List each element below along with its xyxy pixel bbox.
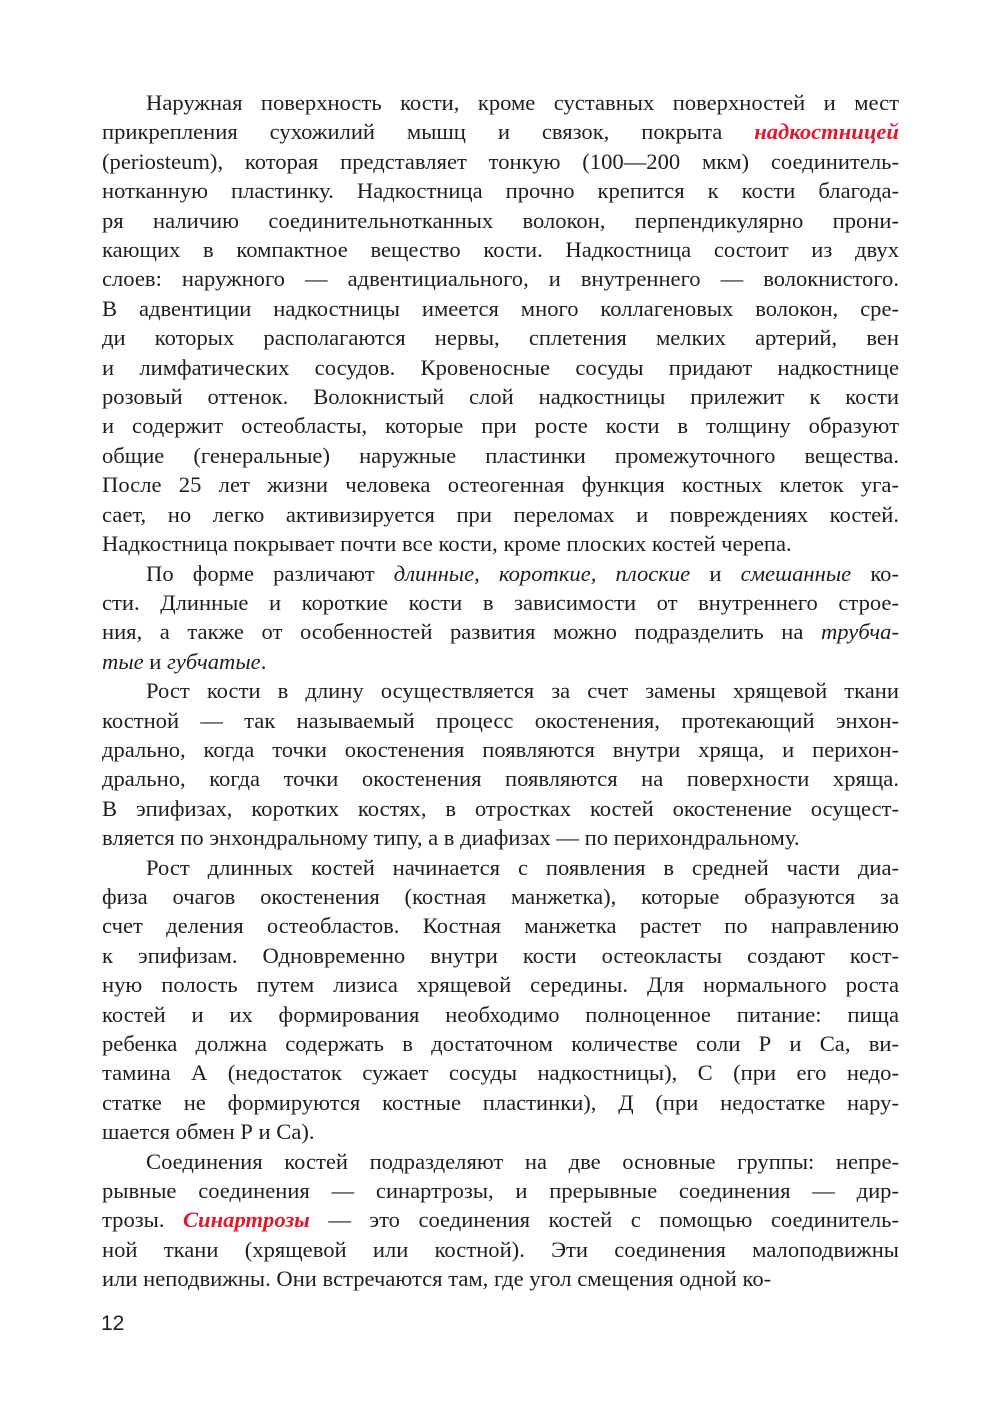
text-line bbox=[102, 176, 899, 205]
text-run: и bbox=[143, 648, 168, 674]
text-line bbox=[102, 1029, 899, 1058]
text-line bbox=[102, 970, 899, 999]
text-line bbox=[102, 382, 899, 411]
text-line bbox=[102, 235, 899, 264]
text-line bbox=[102, 676, 899, 705]
text-line bbox=[102, 764, 899, 793]
text-run: и bbox=[690, 560, 741, 586]
text-run: В адвентиции надкостницы имеется много коллагеновых волокон, сре- bbox=[102, 295, 899, 321]
text-line bbox=[102, 1000, 899, 1029]
text-line bbox=[102, 617, 899, 646]
text-line bbox=[102, 882, 899, 911]
text-line bbox=[102, 1264, 899, 1293]
text-run: дрально, когда точки окостенения появляются на поверхности хряща. bbox=[102, 766, 899, 792]
italic-term: длинные, короткие, плоские bbox=[393, 560, 691, 586]
text-run: ной ткани (хрящевой или костной). Эти соединения малоподвижны bbox=[102, 1236, 899, 1262]
text-line bbox=[102, 147, 899, 176]
text-line bbox=[102, 88, 899, 117]
text-run: дрально, когда точки окостенения появляются внутри хряща, и перихон- bbox=[102, 736, 899, 762]
text-run: ди которых располагаются нервы, сплетения мелких артерий, вен bbox=[102, 325, 899, 351]
text-line bbox=[102, 1205, 899, 1234]
text-line bbox=[102, 323, 899, 352]
text-run: костей и их формирования необходимо полноценное питание: пища bbox=[102, 1001, 899, 1027]
text-run: Надкостница покрывает почти все кости, кроме плоских костей черепа. bbox=[102, 531, 792, 557]
text-run: рывные соединения — синартрозы, и прерывные соединения — дир- bbox=[102, 1178, 899, 1204]
text-line bbox=[102, 264, 899, 293]
text-run: Наружная поверхность кости, кроме суставных поверхностей и мест bbox=[146, 90, 899, 115]
text-line bbox=[102, 294, 899, 323]
text-run: В эпифизах, коротких костях, в отростках костей окостенение осущест- bbox=[102, 795, 899, 821]
text-run: (periosteum), которая представляет тонкую (100—200 мкм) соединитель- bbox=[102, 148, 899, 174]
text-line bbox=[102, 500, 899, 529]
text-run: шается обмен Р и Са). bbox=[102, 1119, 315, 1145]
text-line bbox=[102, 353, 899, 382]
paragraph bbox=[102, 853, 899, 1147]
text-run: розовый оттенок. Волокнистый слой надкостницы прилежит к кости bbox=[102, 384, 899, 410]
text-line bbox=[102, 470, 899, 499]
text-run: слоев: наружного — адвентициального, и внутреннего — волокнистого. bbox=[102, 266, 899, 292]
text-line bbox=[102, 1235, 899, 1264]
text-run: ря наличию соединительнотканных волокон, перпендикулярно прони- bbox=[102, 207, 899, 233]
text-run: нотканную пластинку. Надкостница прочно крепится к кости благода- bbox=[102, 178, 899, 204]
text-run: общие (генеральные) наружные пластинки промежуточного вещества. bbox=[102, 442, 899, 468]
paragraph bbox=[102, 559, 899, 677]
page-body bbox=[102, 88, 899, 1294]
text-run: После 25 лет жизни человека остеогенная функция костных клеток уга- bbox=[102, 472, 899, 498]
text-line bbox=[102, 411, 899, 440]
text-line bbox=[102, 441, 899, 470]
text-line bbox=[102, 1088, 899, 1117]
italic-term: трубча- bbox=[820, 619, 899, 645]
text-run: сти. Длинные и короткие кости в зависимости от внутреннего строе- bbox=[102, 589, 899, 615]
text-run: Рост длинных костей начинается с появления в средней части диа- bbox=[146, 854, 899, 880]
text-line bbox=[102, 559, 899, 588]
text-run: Рост кости в длину осуществляется за счет замены хрящевой ткани bbox=[146, 678, 899, 704]
text-run: тамина А (недостаток сужает сосуды надкостницы), С (при его недо- bbox=[102, 1060, 899, 1086]
text-run: и лимфатических сосудов. Кровеносные сосуды придают надкостнице bbox=[102, 354, 899, 380]
text-line bbox=[102, 1176, 899, 1205]
italic-term: губчатые bbox=[167, 648, 261, 674]
paragraph bbox=[102, 676, 899, 852]
text-line bbox=[102, 941, 899, 970]
text-run: ко- bbox=[851, 560, 899, 586]
text-line bbox=[102, 706, 899, 735]
text-line bbox=[102, 1058, 899, 1087]
text-run: ния, а также от особенностей развития можно подразделить на bbox=[102, 619, 821, 645]
text-line bbox=[102, 529, 899, 558]
page-number: 12 bbox=[101, 1312, 125, 1335]
text-run: вляется по энхондральному типу, а в диафизах — по перихондральному. bbox=[102, 825, 800, 851]
text-line bbox=[102, 1117, 899, 1146]
text-line bbox=[102, 647, 899, 676]
text-run: Соединения костей подразделяют на две основные группы: непре- bbox=[146, 1148, 899, 1174]
highlighted-term: надкостницей bbox=[754, 119, 899, 145]
text-line bbox=[102, 117, 899, 146]
text-run: к эпифизам. Одновременно внутри кости остеокласты создают кост- bbox=[102, 942, 899, 968]
paragraph bbox=[102, 1147, 899, 1294]
text-run: По форме различают bbox=[146, 560, 394, 586]
text-run: костной — так называемый процесс окостенения, протекающий энхон- bbox=[102, 707, 899, 733]
italic-term: тые bbox=[102, 648, 144, 674]
text-line bbox=[102, 853, 899, 882]
text-line bbox=[102, 1147, 899, 1176]
text-line bbox=[102, 735, 899, 764]
text-line bbox=[102, 823, 899, 852]
paragraph bbox=[102, 88, 899, 559]
text-run: кающих в компактное вещество кости. Надкостница состоит из двух bbox=[102, 237, 899, 263]
text-run: прикрепления сухожилий мышц и связок, покрыта bbox=[102, 119, 755, 145]
text-run: физа очагов окостенения (костная манжетка), которые образуются за bbox=[102, 883, 899, 909]
text-line bbox=[102, 206, 899, 235]
text-run: счет деления остеобластов. Костная манжетка растет по направлению bbox=[102, 913, 899, 939]
text-run: сает, но легко активизируется при переломах и повреждениях костей. bbox=[102, 501, 899, 527]
text-run: ребенка должна содержать в достаточном количестве соли Р и Са, ви- bbox=[102, 1031, 899, 1056]
italic-term: смешанные bbox=[740, 560, 852, 586]
text-run: статке не формируются костные пластинки), Д (при недостатке нару- bbox=[102, 1089, 899, 1115]
text-run: — это соединения костей с помощью соединитель- bbox=[309, 1207, 899, 1233]
text-line bbox=[102, 794, 899, 823]
text-line bbox=[102, 588, 899, 617]
text-run: трозы. bbox=[102, 1207, 183, 1233]
text-line bbox=[102, 911, 899, 940]
text-run: или неподвижны. Они встречаются там, где угол смещения одной ко- bbox=[102, 1266, 772, 1292]
text-run: ную полость путем лизиса хрящевой середины. Для нормального роста bbox=[102, 972, 899, 998]
highlighted-term: Синартрозы bbox=[182, 1207, 310, 1233]
text-run: . bbox=[260, 648, 267, 674]
text-run: и содержит остеобласты, которые при росте кости в толщину образуют bbox=[102, 413, 899, 439]
